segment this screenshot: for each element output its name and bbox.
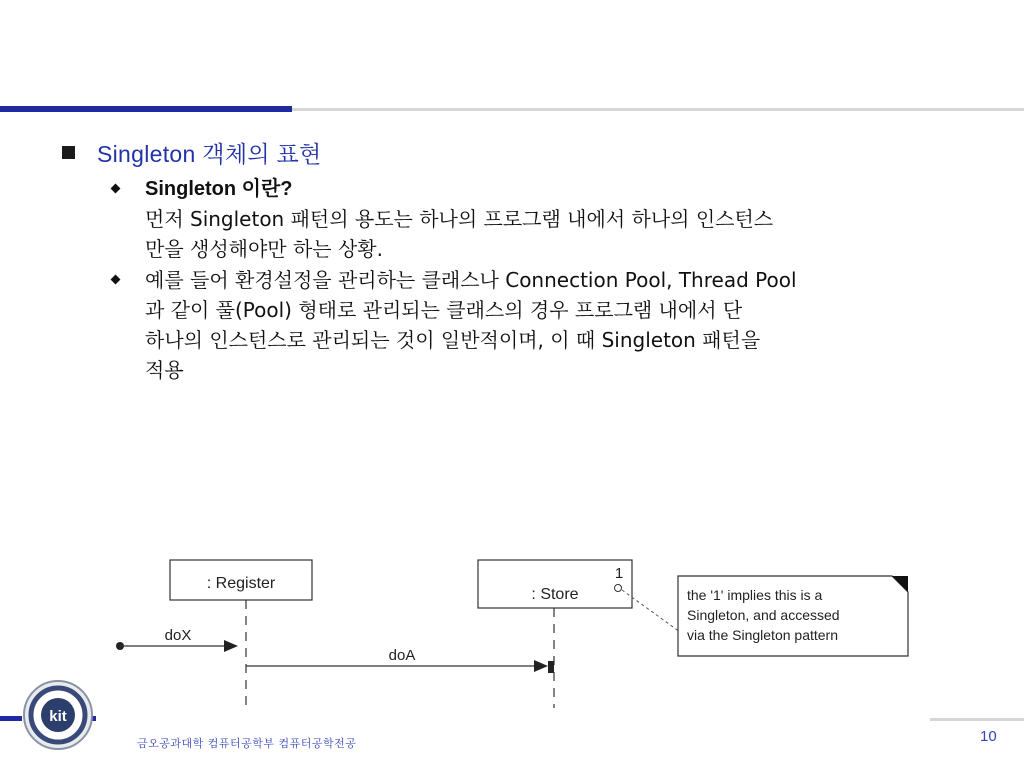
multiplicity-label: 1 (614, 565, 624, 582)
store-activation (548, 661, 554, 673)
message-doa-label: doA (388, 647, 416, 664)
sub-bullet-1 (112, 174, 925, 264)
square-bullet-icon (62, 146, 75, 159)
multiplicity-anchor (615, 585, 622, 592)
sub-bullet-line: 예를 들어 환경설정을 관리하는 클래스나 Connection Pool, Thread Pool (145, 268, 797, 292)
university-logo (22, 679, 94, 751)
header-accent-bar (0, 106, 292, 112)
sub-bullet-line: 먼저 Singleton 패턴의 용도는 하나의 프로그램 내에서 하나의 인스턴스 (145, 207, 774, 231)
title-bullet-text: Singleton 객체의 표현 (97, 141, 322, 167)
store-label: : Store (531, 586, 579, 603)
note-line: Singleton, and accessed (687, 607, 840, 623)
message-doa-arrowhead (534, 660, 548, 672)
logo-text: kit (49, 708, 67, 725)
sub-bullet-line: 만을 생성해야만 하는 상황. (145, 237, 383, 261)
diamond-bullet-icon (111, 184, 121, 194)
sub-bullet-line: 과 같이 풀(Pool) 형태로 관리되는 클래스의 경우 프로그램 내에서 단 (145, 298, 743, 322)
register-label: : Register (206, 575, 276, 592)
title-bullet (62, 136, 322, 169)
footer-divider (930, 718, 1024, 721)
note-line: via the Singleton pattern (687, 627, 838, 643)
sub-bullet-heading: Singleton 이란? (145, 178, 293, 200)
note-line: the '1' implies this is a (687, 587, 823, 603)
diamond-bullet-icon (111, 275, 121, 285)
sub-bullet-line: 적용 (145, 358, 184, 382)
header-divider (292, 108, 1024, 111)
footer-institution: 금오공과대학 컴퓨터공학부 컴퓨터공학전공 (137, 737, 357, 750)
page-number: 10 (980, 728, 997, 745)
sub-bullet-2 (112, 265, 925, 385)
uml-sequence-diagram (110, 548, 915, 708)
message-dox-arrowhead (224, 640, 238, 652)
message-dox-label: doX (164, 627, 192, 644)
footer-accent-bar (0, 716, 22, 721)
sub-bullet-line: 하나의 인스턴스로 관리되는 것이 일반적이며, 이 때 Singleton 패턴을 (145, 328, 761, 352)
